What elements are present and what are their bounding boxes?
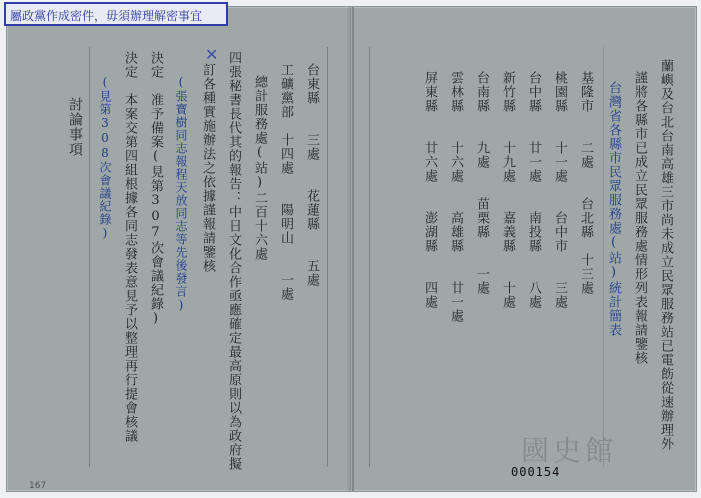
left-table-col-2 bbox=[277, 63, 293, 301]
right-table-title: 台灣省各縣市民眾服務處(站)統計簡表 bbox=[606, 81, 621, 337]
column-rule bbox=[369, 47, 370, 467]
right-row-6 bbox=[447, 71, 463, 323]
table-cell: 廿六處 bbox=[422, 141, 437, 183]
table-cell: 花蓮縣 bbox=[304, 189, 319, 231]
table-cell: 一處 bbox=[278, 273, 293, 301]
table-cell: 十六處 bbox=[448, 141, 463, 183]
column-rule bbox=[603, 47, 604, 467]
table-cell: 基隆市 bbox=[578, 71, 593, 113]
ink-mark: ✕ bbox=[205, 45, 219, 64]
right-row-7 bbox=[421, 71, 437, 309]
table-cell: 高雄縣 bbox=[448, 211, 463, 253]
left-item-6: 四張秘書長代其的報告：中日文化合作亟應確定最高原則以為政府擬 bbox=[226, 51, 241, 471]
table-cell: 五處 bbox=[304, 259, 319, 287]
table-cell: 一處 bbox=[474, 267, 489, 295]
table-cell: 工礦黨部 bbox=[278, 63, 293, 119]
table-cell: 苗栗縣 bbox=[474, 197, 489, 239]
table-cell: 陽明山 bbox=[278, 203, 293, 245]
right-row-4 bbox=[499, 71, 515, 309]
table-cell: 廿一處 bbox=[526, 141, 541, 183]
table-cell: 八處 bbox=[526, 281, 541, 309]
left-item-2: (見第308次會議紀錄) bbox=[98, 75, 112, 241]
scanned-document bbox=[6, 6, 697, 492]
page-fold-shadow bbox=[347, 7, 351, 491]
classification-notice: 屬政黨作成密件，毋須辦理解密事宜 bbox=[4, 2, 228, 26]
table-cell: 十四處 bbox=[278, 133, 293, 175]
table-cell: 十一處 bbox=[552, 141, 567, 183]
table-cell: 台中縣 bbox=[526, 71, 541, 113]
table-cell: 四處 bbox=[422, 281, 437, 309]
table-cell: 澎湖縣 bbox=[422, 211, 437, 253]
table-cell: 十九處 bbox=[500, 141, 515, 183]
table-cell: 台南縣 bbox=[474, 71, 489, 113]
page-number: 167 bbox=[29, 481, 47, 491]
table-cell: 廿一處 bbox=[448, 281, 463, 323]
column-rule bbox=[89, 47, 90, 467]
left-item-5: 訂各種實施辦法之依據謹報請鑒核 bbox=[200, 63, 215, 273]
right-row-1 bbox=[577, 71, 593, 295]
table-cell: 九處 bbox=[474, 141, 489, 169]
table-cell: 屏東縣 bbox=[422, 71, 437, 113]
page-fold bbox=[352, 7, 354, 491]
table-cell: 台北縣 bbox=[578, 197, 593, 239]
left-table-col-1 bbox=[303, 63, 319, 287]
table-cell: 新竹縣 bbox=[500, 71, 515, 113]
table-cell: 嘉義縣 bbox=[500, 211, 515, 253]
right-row-2 bbox=[551, 71, 567, 309]
table-cell: 台中市 bbox=[552, 211, 567, 253]
left-item-4: (張寶樹同志報程天放同志等先後發言) bbox=[174, 75, 188, 313]
table-cell: 桃園縣 bbox=[552, 71, 567, 113]
table-cell: 雲林縣 bbox=[448, 71, 463, 113]
right-intro-1: 蘭嶼及台北台南高雄三市尚未成立民眾服務站已電飭從速辦理外 bbox=[658, 59, 673, 451]
table-cell: 台東縣 bbox=[304, 63, 319, 105]
table-cell: 二處 bbox=[578, 141, 593, 169]
table-cell: 三處 bbox=[304, 133, 319, 161]
left-item-3: 決定 准予備案(見第307次會議紀錄) bbox=[148, 51, 163, 327]
table-cell: 南投縣 bbox=[526, 211, 541, 253]
left-heading: 討論事項 bbox=[67, 97, 83, 157]
left-item-1: 決定 本案交第四組根據各同志發表意見予以整理再行提會核議 bbox=[122, 51, 137, 443]
serial-number: 000154 bbox=[511, 465, 561, 479]
table-cell: 三處 bbox=[552, 281, 567, 309]
watermark-logo: 國史館 bbox=[521, 434, 618, 467]
right-row-5 bbox=[473, 71, 489, 295]
left-total: 總計服務處(站)二百十六處 bbox=[252, 75, 267, 261]
table-cell: 十三處 bbox=[578, 253, 593, 295]
column-rule bbox=[327, 47, 328, 467]
right-intro-2: 謹將各縣市已成立民眾服務處情形列表報請鑒核 bbox=[632, 71, 647, 365]
right-row-3 bbox=[525, 71, 541, 309]
table-cell: 十處 bbox=[500, 281, 515, 309]
